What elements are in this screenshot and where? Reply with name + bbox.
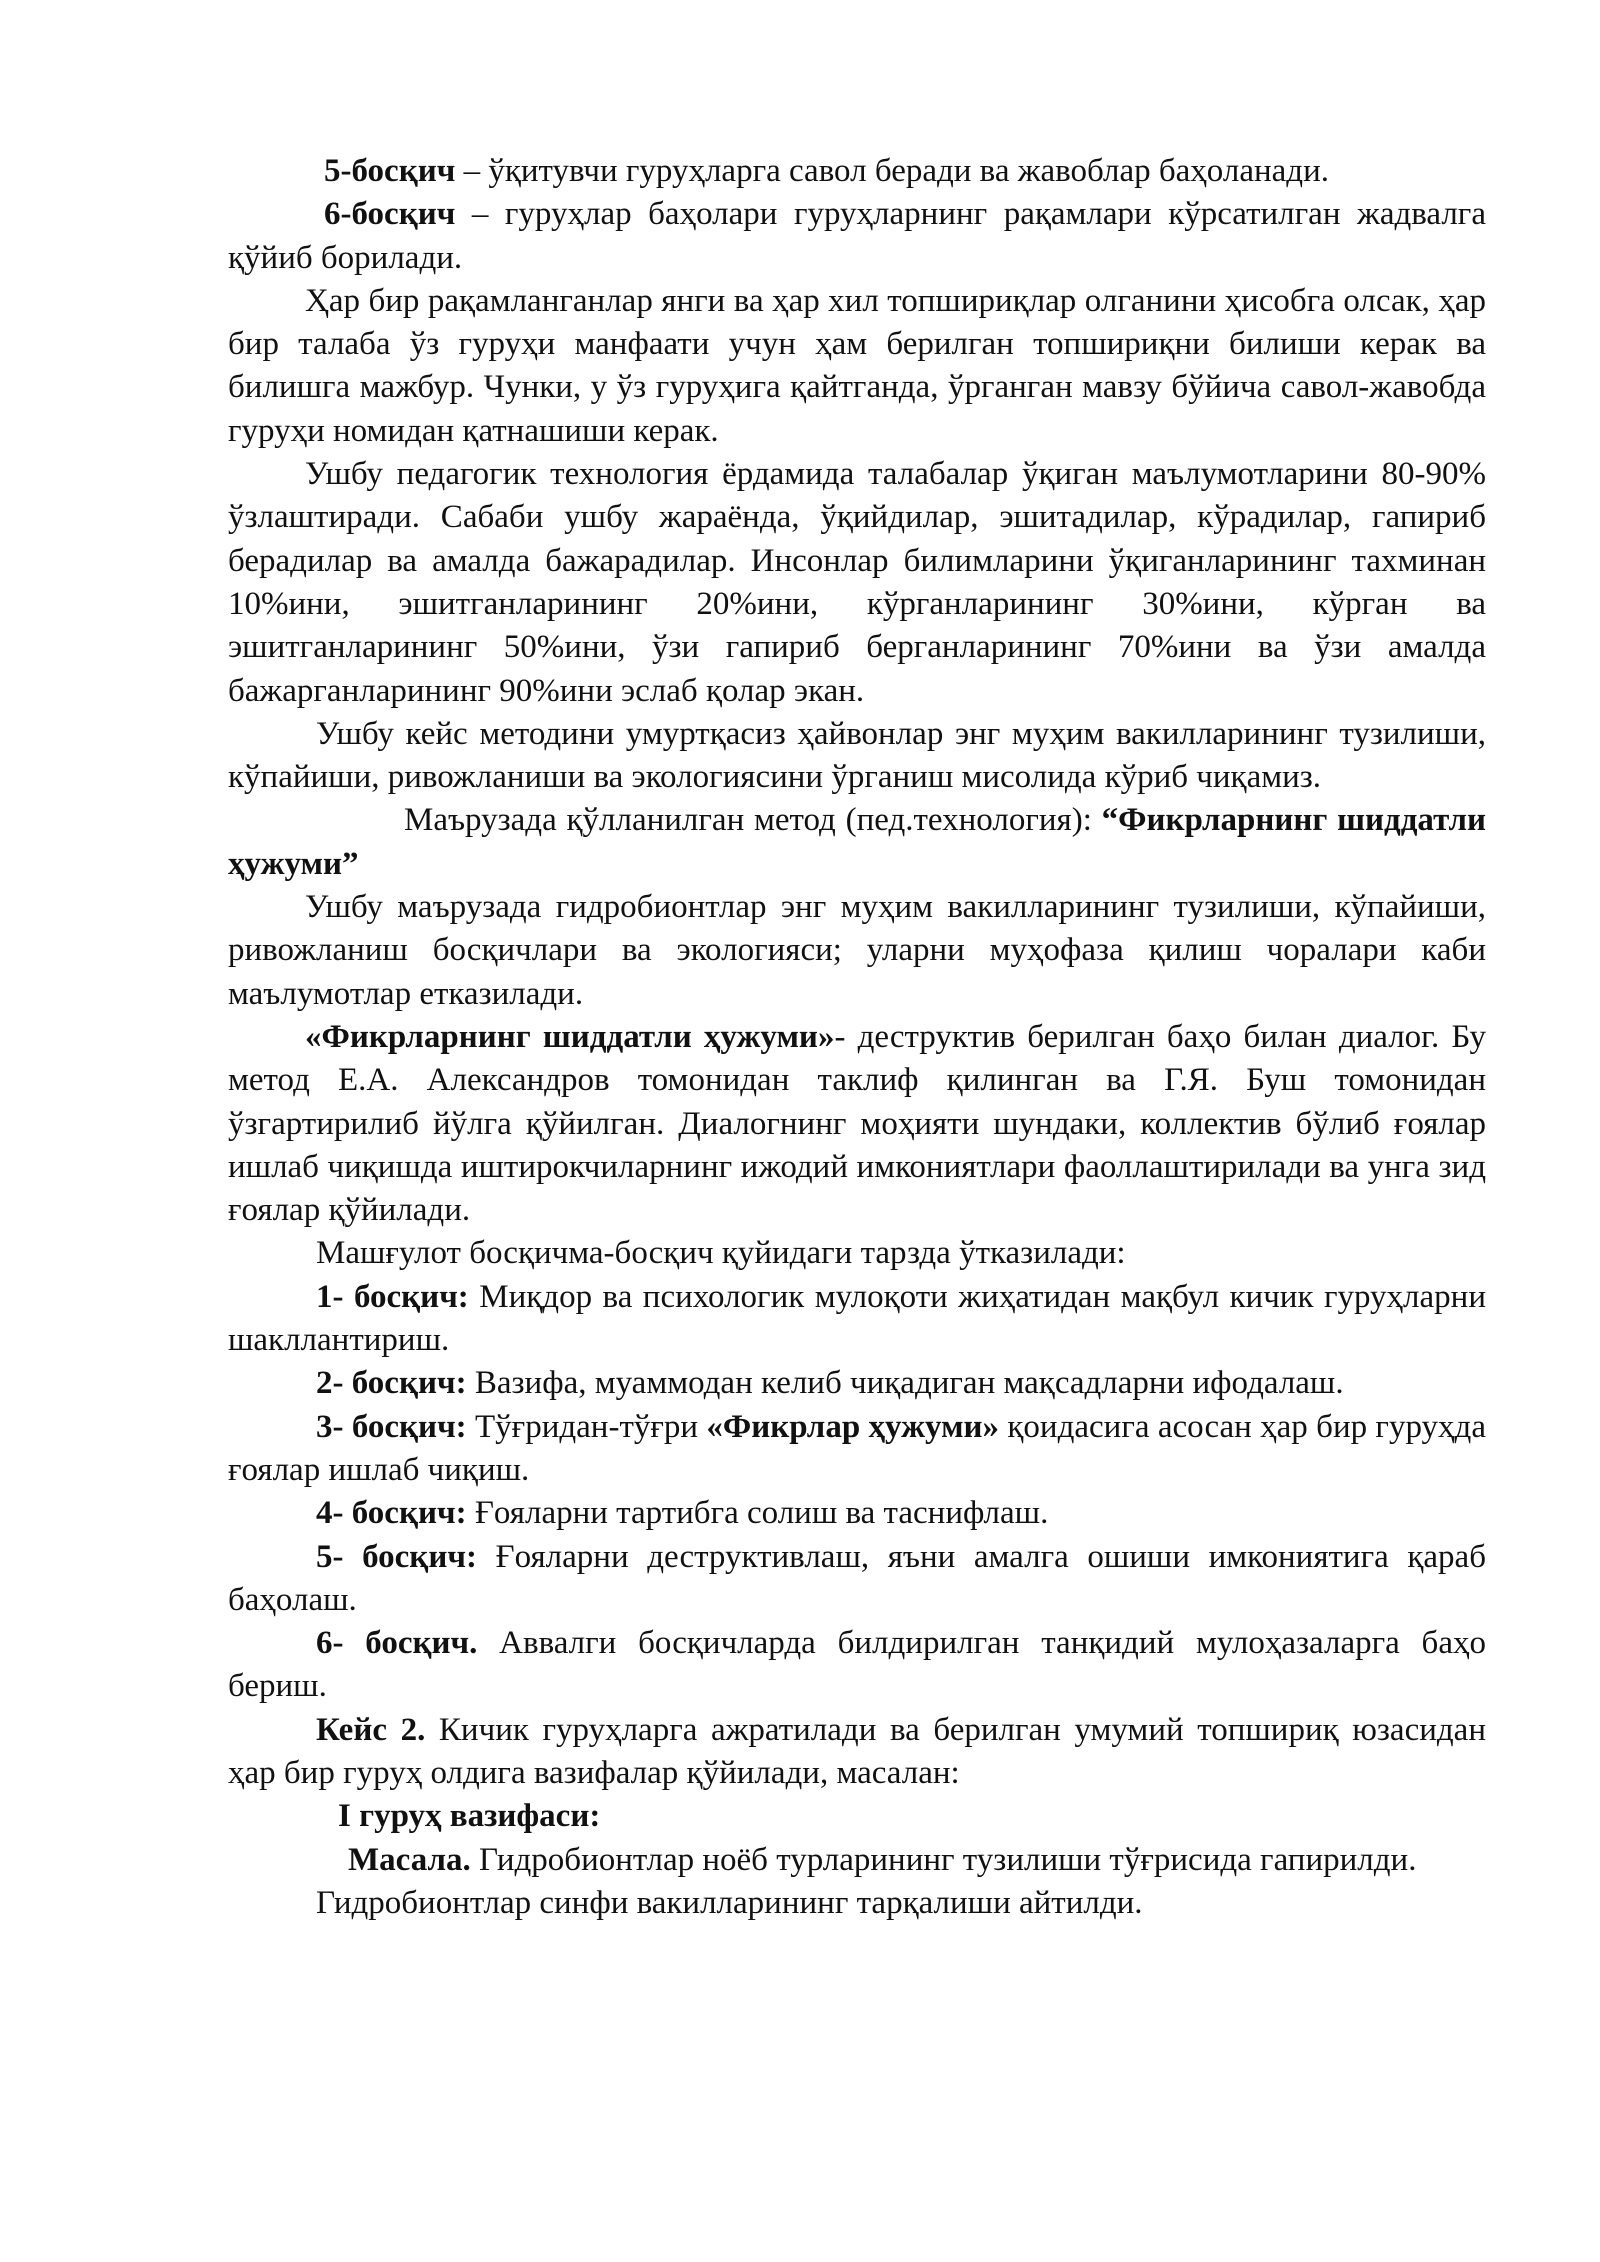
paragraph-case-method xyxy=(228,713,1486,800)
problem-label: Масала. xyxy=(348,1841,471,1878)
paragraph-tasks xyxy=(228,280,1486,453)
paragraph-stage-5 xyxy=(228,1536,1486,1623)
rule-title: «Фикрлар ҳужуми» xyxy=(706,1408,1000,1445)
stage-label: 6- босқич. xyxy=(316,1625,478,1662)
paragraph-stage-6 xyxy=(228,1622,1486,1709)
paragraph-brainstorm xyxy=(228,1016,1486,1232)
paragraph-text: – гуруҳлар баҳолари гуруҳларнинг рақамлари кўрсатилган жадвалга қўйиб борилади. xyxy=(228,196,1486,276)
paragraph-text: Ушбу педагогик технология ёрдамида талабалар ўқиган маълумотларини 80-90% ўзлаштиради. Сабаби ушбу жараёнда, ўқийдилар, эшитадилар, кўрадилар, гапириб берадилар ва амалда бажарадилар. Инсонлар билимларини ўқиганларининг тахминан 10%ини, эшитганларининг 20%ини, кўрганларининг 30%ини, кўрган ва эшитганларининг 50%ини, ўзи гапириб берганларининг 70%ини ва ўзи амалда бажарганларининг 90%ини эслаб қолар экан. xyxy=(228,456,1486,709)
paragraph-text: Маърузада қўлланилган метод (пед.технология): xyxy=(404,802,1102,839)
paragraph-stage-2 xyxy=(228,1362,1486,1405)
paragraph-lecture-content xyxy=(228,886,1486,1016)
paragraph-text: Ғояларни тартибга солиш ва таснифлаш. xyxy=(466,1495,1049,1532)
stage-label: 2- босқич: xyxy=(316,1365,467,1402)
paragraph-text: Кичик гуруҳларга ажратилади ва берилган умумий топшириқ юзасидан ҳар бир гуруҳ олдига вазифалар қўйилади, масалан: xyxy=(228,1711,1486,1791)
paragraph-lecture-method xyxy=(228,799,1486,886)
paragraph-distribution xyxy=(228,1882,1486,1925)
paragraph-problem xyxy=(228,1839,1486,1882)
paragraph-text: Машғулот босқичма-босқич қуйидаги тарзда ўтказилади: xyxy=(316,1235,1126,1272)
paragraph-text: - деструктив берилган баҳо билан диалог. Бу метод Е.А. Александров томонидан таклиф қилинган ва Г.Я. Буш томонидан ўзгартирилиб йўлга қўйилган. Диалогнинг моҳияти шундаки, коллектив бўлиб ғоялар ишлаб чиқишда иштирокчиларнинг ижодий имкониятлари фаоллаштирилади ва унга зид ғоялар қўйилади. xyxy=(228,1018,1486,1229)
paragraph-text: Гидробионтлар синфи вакилларининг тарқалиши айтилди. xyxy=(316,1884,1143,1921)
stage-label: 4- босқич: xyxy=(316,1495,467,1532)
step-label: 5-босқич xyxy=(324,153,456,189)
group-heading: I гуруҳ вазифаси: xyxy=(338,1798,601,1835)
paragraph-text: Гидробионтлар ноёб турларининг тузилиши тўғрисида гапирилди. xyxy=(470,1841,1417,1878)
paragraph-lesson-steps-intro xyxy=(228,1232,1486,1275)
paragraph-stage-4 xyxy=(228,1492,1486,1535)
paragraph-text: қоидасига асосан ҳар бир гуруҳда ғоялар ишлаб чиқиш. xyxy=(228,1408,1486,1488)
method-title: “Фикрларнинг шиддатли ҳужуми” xyxy=(228,802,1486,882)
paragraph-technology xyxy=(228,453,1486,713)
stage-label: 3- босқич: xyxy=(316,1408,467,1445)
stage-label: 1- босқич: xyxy=(316,1278,469,1315)
method-title: «Фикрларнинг шиддатли ҳужуми» xyxy=(305,1018,835,1055)
paragraph-text: – ўқитувчи гуруҳларга савол беради ва жавоблар баҳоланади. xyxy=(455,153,1329,189)
case-label: Кейс 2. xyxy=(316,1711,426,1748)
step-label: 6-босқич xyxy=(324,196,456,233)
stage-label: 5- босқич: xyxy=(316,1538,477,1575)
paragraph-stage-3 xyxy=(228,1406,1486,1493)
paragraph-text: Ғояларни деструктивлаш, яъни амалга ошиши имкониятига қараб баҳолаш. xyxy=(228,1538,1486,1618)
document-page xyxy=(228,150,1486,1925)
paragraph-text: Тўғридан-тўғри xyxy=(466,1408,707,1445)
paragraph-text: Аввалги босқичларда билдирилган танқидий мулоҳазаларга баҳо бериш. xyxy=(228,1625,1486,1705)
paragraph-group-1-heading xyxy=(228,1795,1486,1838)
paragraph-text: Вазифа, муаммодан келиб чиқадиган мақсадларни ифодалаш. xyxy=(466,1365,1344,1402)
paragraph-text: Ҳар бир рақамланганлар янги ва ҳар хил топшириқлар олганини ҳисобга олсак, ҳар бир талаба ўз гуруҳи манфаати учун ҳам берилган топшириқни билиши керак ва билишга мажбур. Чунки, у ўз гуруҳига қайтганда, ўрганган мавзу бўйича савол-жавобда гуруҳи номидан қатнашиши керак. xyxy=(228,282,1486,449)
paragraph-text: Ушбу кейс методини умуртқасиз ҳайвонлар энг муҳим вакилларининг тузилиши, кўпайиши, ривожланиши ва экологиясини ўрганиш мисолида кўриб чиқамиз. xyxy=(228,715,1486,796)
paragraph-step-5 xyxy=(228,150,1486,193)
paragraph-case-2 xyxy=(228,1709,1486,1796)
paragraph-text: Миқдор ва психологик мулоқоти жиҳатидан мақбул кичик гуруҳларни шакллантириш. xyxy=(228,1278,1486,1359)
paragraph-step-6 xyxy=(228,193,1486,280)
paragraph-stage-1 xyxy=(228,1276,1486,1363)
paragraph-text: Ушбу маърузада гидробионтлар энг муҳим вакилларининг тузилиши, кўпайиши, ривожланиш босқичлари ва экологияси; уларни муҳофаза қилиш чоралари каби маълумотлар етказилади. xyxy=(228,889,1486,1012)
